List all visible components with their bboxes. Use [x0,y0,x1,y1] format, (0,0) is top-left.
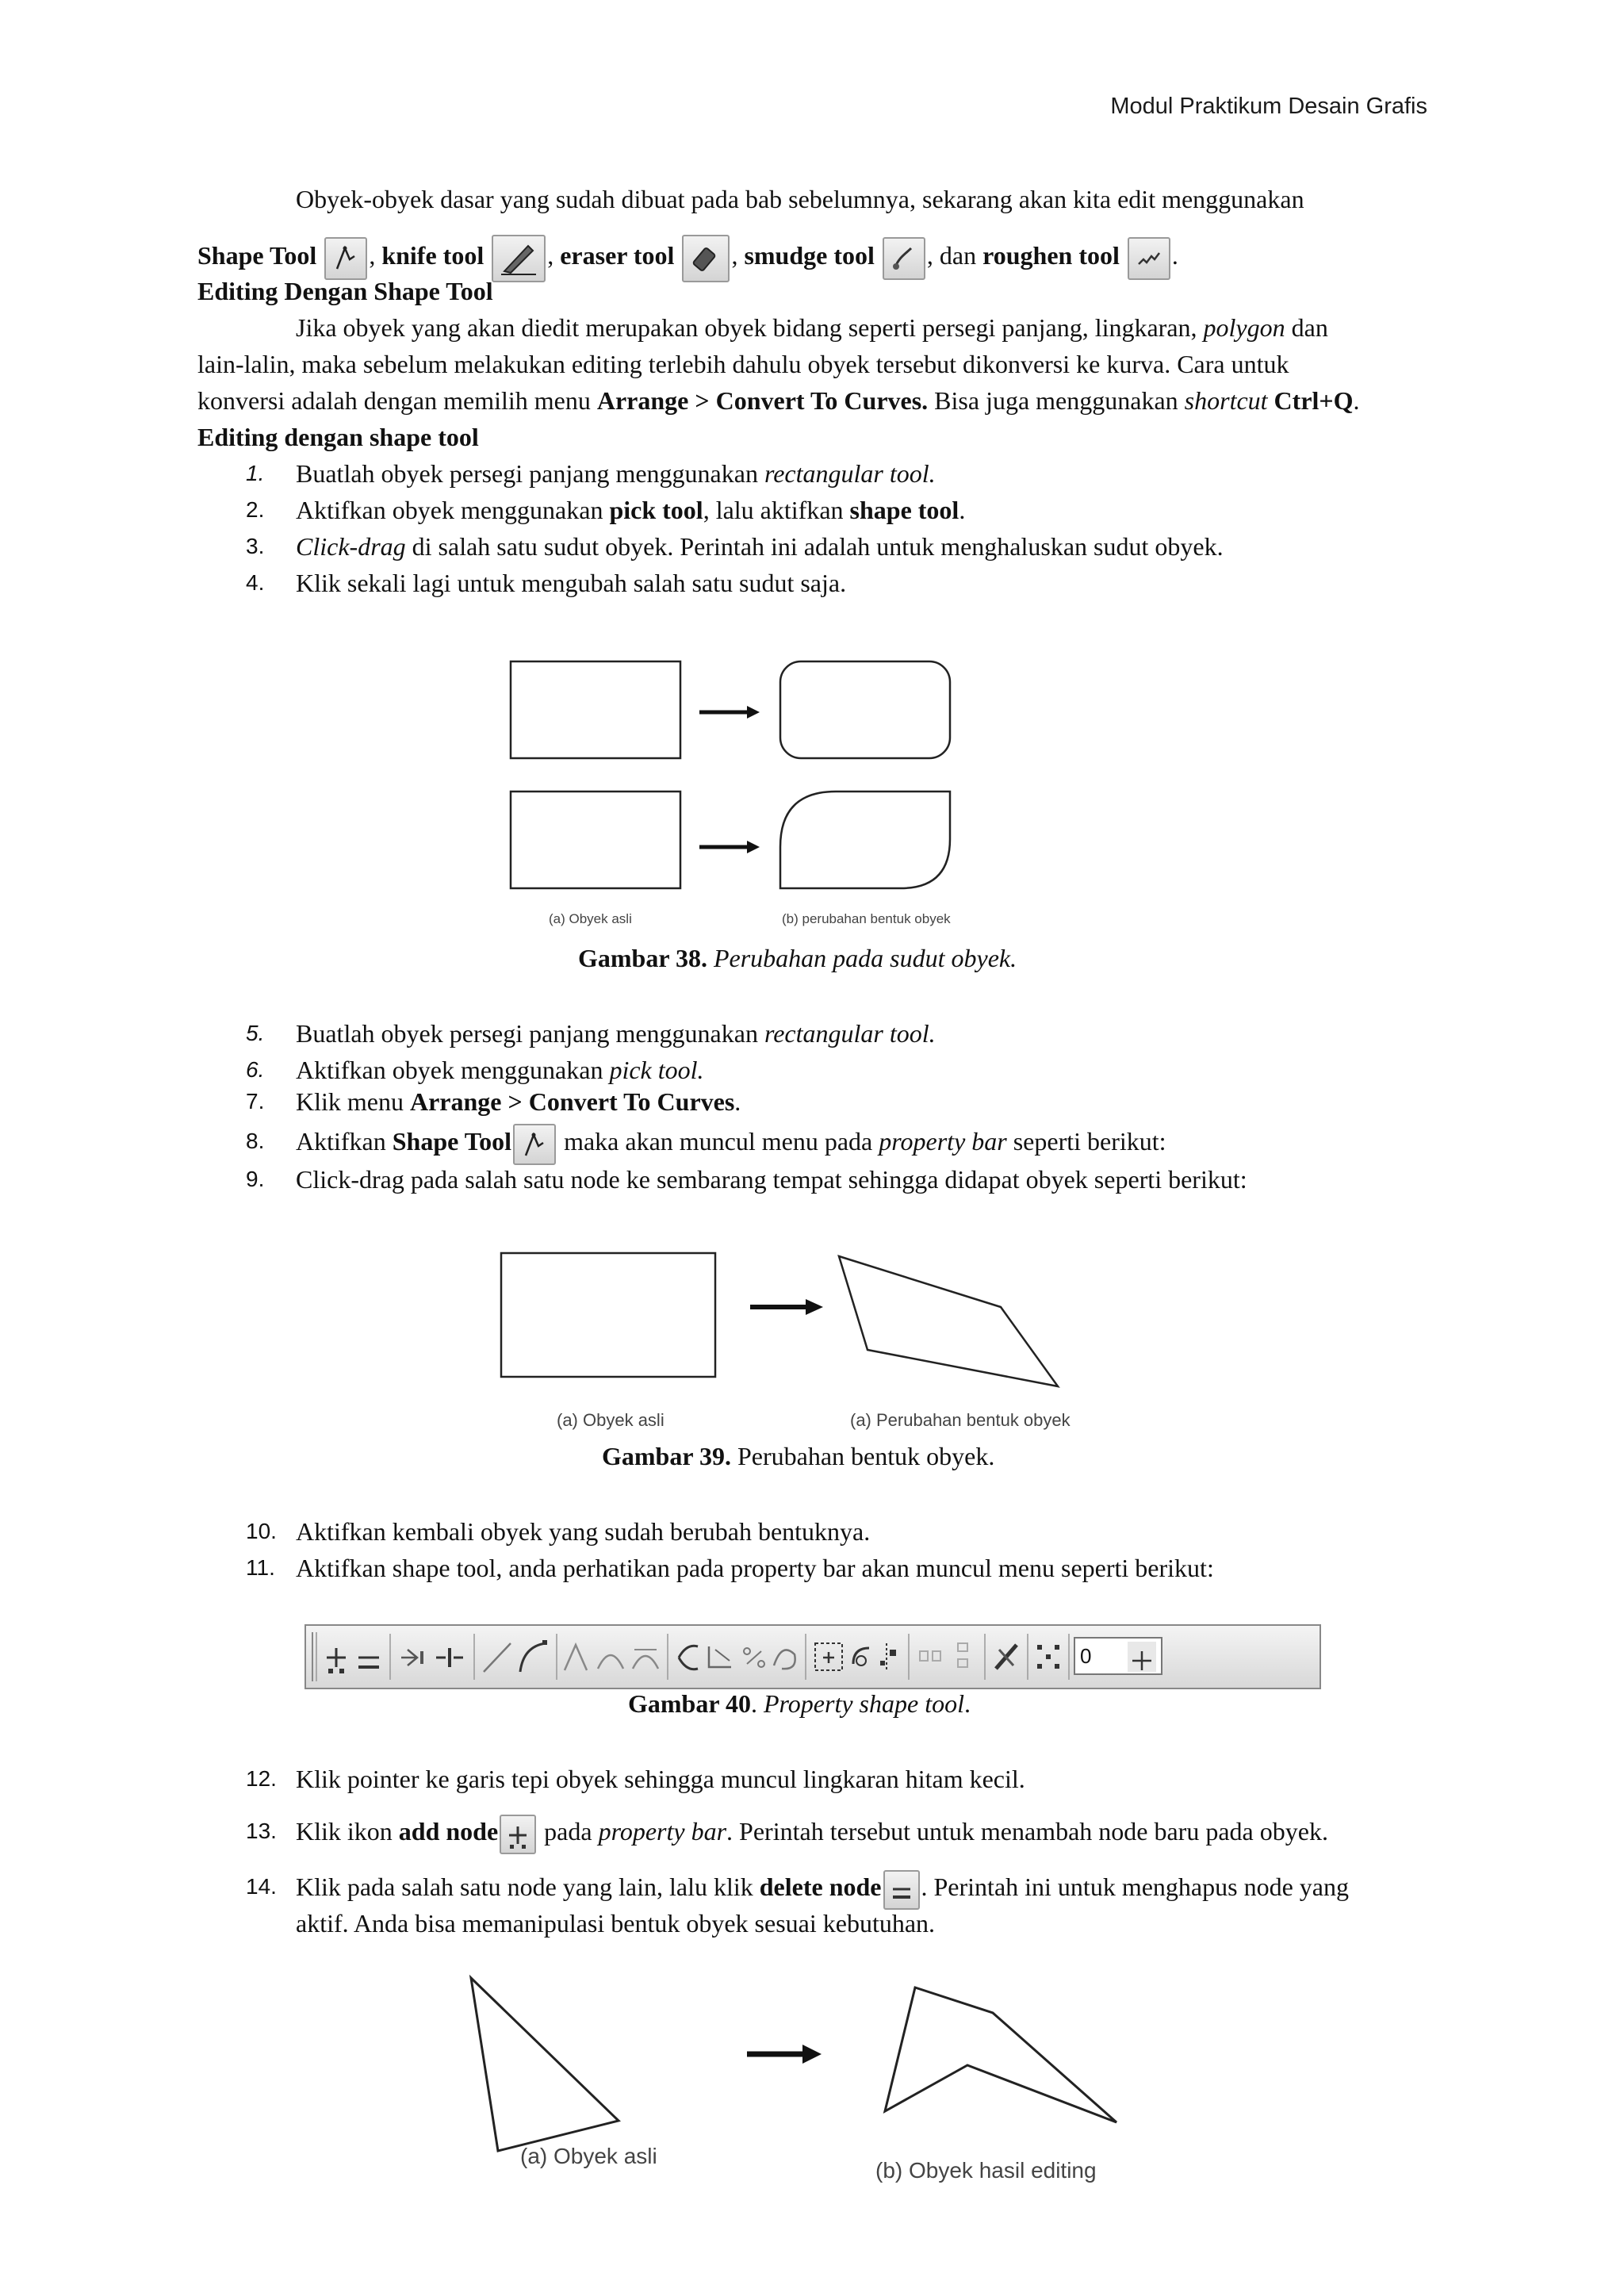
roughen-tool-icon [1128,237,1170,280]
fig39-label-a: (a) Obyek asli [557,1410,665,1430]
figure-40-caption: Gambar 40. Property shape tool. [628,1689,971,1718]
cusp-node-icon[interactable] [565,1645,587,1670]
fig38-label-b: (b) perubahan bentuk obyek [782,911,951,926]
section1-para-line-2: lain-lalin, maka sebelum melakukan editing terlebih dahulu obyek tersebut dikonversi ke kurva. Cara untuk [197,350,1289,378]
smudge-tool-label: smudge tool [744,241,875,270]
distorted-quadrilateral [839,1256,1058,1386]
align-nodes-icon[interactable] [880,1643,896,1672]
add-node-icon[interactable] [327,1648,346,1673]
page-header: Modul Praktikum Desain Grafis [1110,94,1427,119]
eraser-tool-icon [682,235,730,282]
figure-41 [460,1967,1142,2197]
intro-line-2: Shape Tool , knife tool , eraser tool , smudge tool , dan roughen tool . [197,234,1178,282]
smoothness-slider-icon[interactable] [1128,1642,1156,1672]
section1-para-line-1: Jika obyek yang akan diedit merupakan obyek bidang seperti persegi panjang, lingkaran, polygon dan [296,313,1328,342]
section1-para-line-3: konversi adalah dengan memilih menu Arrange > Convert To Curves. Bisa juga menggunakan shortcut Ctrl+Q. [197,386,1360,415]
list-item-continuation: aktif. Anda bisa memanipulasi bentuk obyek sesuai kebutuhan. [296,1909,936,1938]
shape-tool-label: Shape Tool [197,241,317,270]
eraser-tool-label: eraser tool [560,241,675,270]
rectangle-original-2 [511,792,680,888]
auto-close-icon[interactable] [774,1650,795,1669]
join-nodes-icon[interactable] [401,1650,423,1665]
knife-tool-label: knife tool [381,241,485,270]
extend-curve-icon[interactable] [709,1646,731,1667]
add-node-icon [500,1815,536,1854]
figure-38 [492,649,983,934]
elastic-mode-icon[interactable] [996,1645,1017,1669]
fig39-label-b: (a) Perubahan bentuk obyek [850,1410,1071,1430]
fig41-label-a: (a) Obyek asli [520,2144,657,2168]
figure-39-caption: Gambar 39. Perubahan bentuk obyek. [602,1442,995,1470]
curve-smoothness-input[interactable]: 0 [1074,1637,1162,1675]
figure-38-caption: Gambar 38. Perubahan pada sudut obyek. [578,944,1017,972]
rotate-skew-icon[interactable] [853,1648,869,1665]
delete-node-icon [883,1870,920,1910]
section-heading-2: Editing dengan shape tool [197,423,479,451]
reflect-vertical-icon [958,1643,967,1667]
rectangle-one-corner [780,792,950,888]
shape-tool-icon [513,1124,556,1165]
fig41-label-b: (b) Obyek hasil editing [875,2158,1097,2183]
smooth-node-icon[interactable] [598,1655,623,1669]
section-heading-1: Editing Dengan Shape Tool [197,277,493,305]
stretch-scale-icon[interactable] [815,1643,842,1670]
intro-line-1: Obyek-obyek dasar yang sudah dibuat pada bab sebelumnya, sekarang akan kita edit menggunakan [296,185,1304,213]
polygon-edited [885,1987,1116,2122]
to-curve-icon[interactable] [520,1640,547,1672]
triangle-original [471,1978,619,2151]
rectangle-rounded [780,661,950,758]
to-line-icon[interactable] [484,1643,511,1672]
figure-39 [492,1245,1094,1439]
break-curve-icon[interactable] [436,1648,463,1667]
rectangle-original [501,1253,715,1377]
fig38-label-a: (a) Obyek asli [549,911,632,926]
property-bar [304,1624,1321,1689]
reflect-horizontal-icon [920,1651,940,1661]
symmetrical-node-icon[interactable] [633,1650,658,1669]
roughen-tool-label: roughen tool [982,241,1120,270]
delete-node-icon[interactable] [358,1658,379,1669]
select-all-nodes-icon[interactable] [1037,1645,1059,1669]
property-bar-icons [306,1626,1320,1688]
smudge-tool-icon [883,237,925,280]
reverse-direction-icon[interactable] [679,1646,698,1669]
knife-tool-icon [492,235,546,282]
rectangle-original-1 [511,661,680,758]
extract-subpath-icon[interactable] [744,1648,764,1667]
